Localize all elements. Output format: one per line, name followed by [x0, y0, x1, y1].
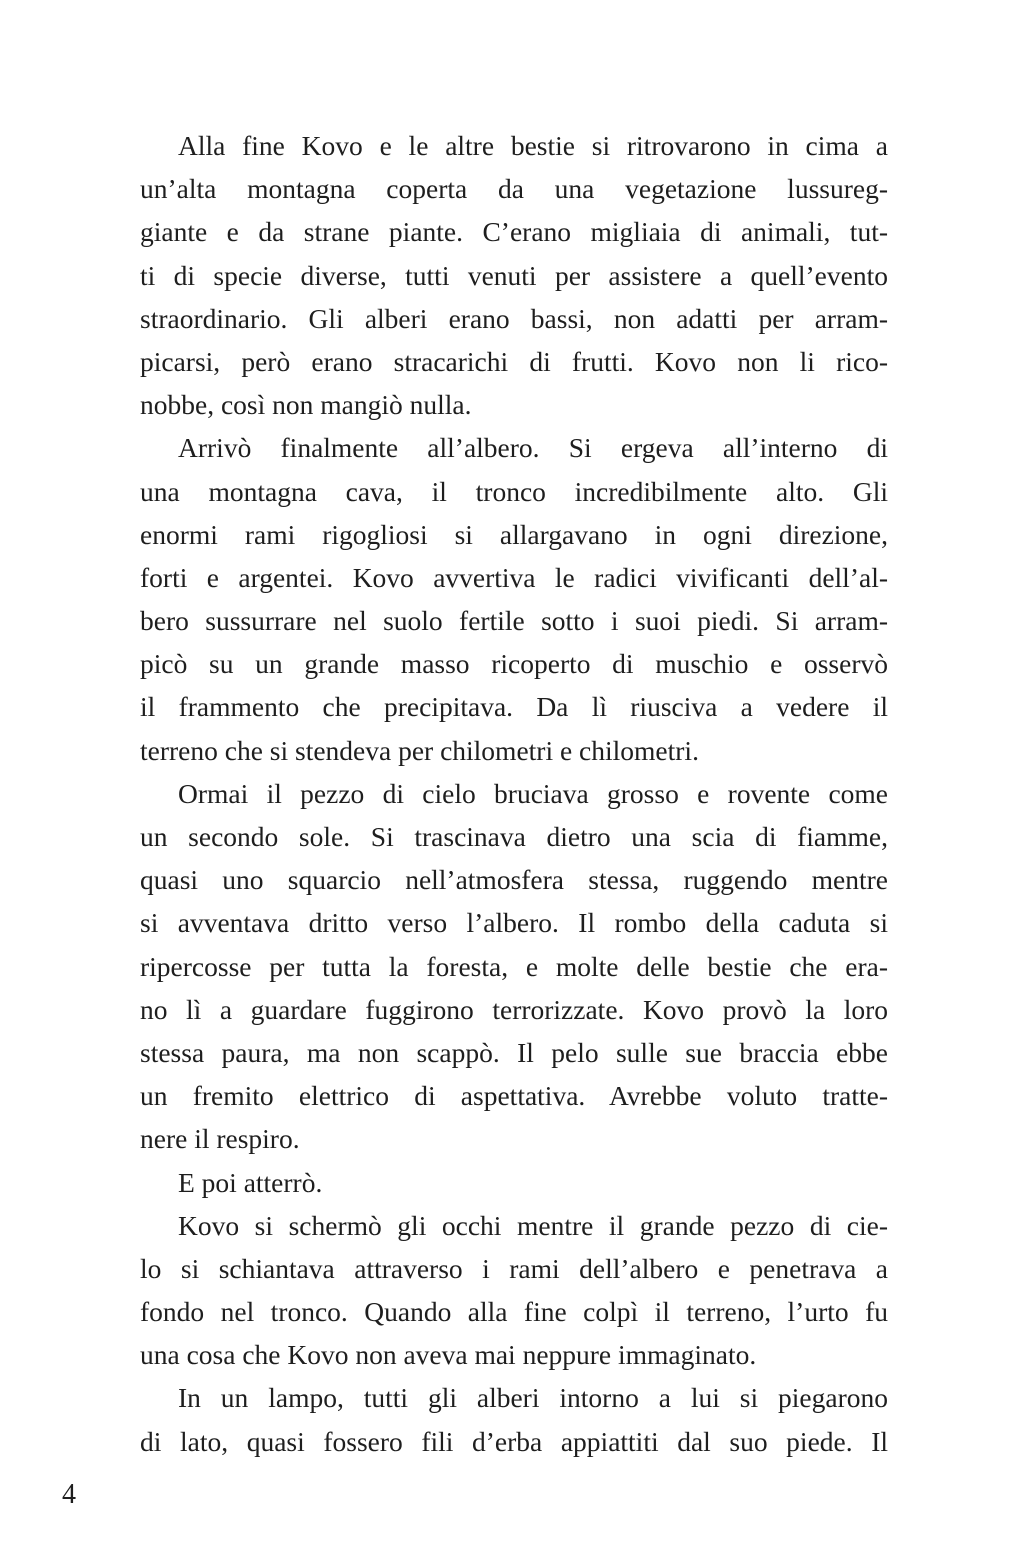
text-line: lo si schiantava attraverso i rami dell’albero e penetrava a [140, 1252, 888, 1284]
text-line: un fremito elettrico di aspettativa. Avrebbe voluto tratte- [140, 1080, 888, 1112]
text-line: terreno che si stendeva per chilometri e chilometri. [140, 734, 699, 766]
text-line: stessa paura, ma non scappò. Il pelo sulle sue braccia ebbe [140, 1036, 888, 1068]
text-line: Arrivò finalmente all’albero. Si ergeva all’interno di [178, 432, 888, 464]
text-line: Alla fine Kovo e le altre bestie si ritrovarono in cima a [178, 130, 888, 161]
page-number: 4 [62, 1479, 76, 1510]
paragraph [140, 1204, 888, 1377]
text-line: una montagna cava, il tronco incredibilmente alto. Gli [140, 475, 888, 507]
text-line: picarsi, però erano stracarichi di frutti. Kovo non li rico- [140, 345, 888, 377]
text-line: E poi atterrò. [178, 1166, 323, 1198]
text-line: ti di specie diverse, tutti venuti per assistere a quell’evento [140, 259, 888, 291]
paragraph [140, 426, 888, 772]
body-text [140, 124, 888, 1463]
text-line: nere il respiro. [140, 1123, 300, 1155]
text-line: In un lampo, tutti gli alberi intorno a lui si piegarono [178, 1382, 888, 1414]
text-line: un’alta montagna coperta da una vegetazione lussureg- [140, 173, 888, 205]
text-line: forti e argentei. Kovo avvertiva le radici vivificanti dell’al- [140, 561, 888, 593]
text-line: Kovo si schermò gli occhi mentre il grande pezzo di cie- [178, 1209, 888, 1241]
text-line: ripercosse per tutta la foresta, e molte delle bestie che era- [140, 950, 888, 982]
paragraph [140, 1376, 888, 1462]
text-line: di lato, quasi fossero fili d’erba appiattiti dal suo piede. Il [140, 1425, 888, 1457]
text-line: una cosa che Kovo non aveva mai neppure immaginato. [140, 1339, 757, 1371]
text-line: bero sussurrare nel suolo fertile sotto i suoi piedi. Si arram- [140, 605, 888, 637]
text-line: enormi rami rigogliosi si allargavano in ogni direzione, [140, 518, 888, 550]
text-line: quasi uno squarcio nell’atmosfera stessa, ruggendo mentre [140, 864, 888, 896]
text-line: Ormai il pezzo di cielo bruciava grosso e rovente come [178, 777, 888, 809]
text-line: no lì a guardare fuggirono terrorizzate. Kovo provò la loro [140, 993, 888, 1025]
paragraph [140, 1161, 888, 1204]
text-line: picò su un grande masso ricoperto di muschio e osservò [140, 648, 888, 680]
text-line: straordinario. Gli alberi erano bassi, non adatti per arram- [140, 302, 888, 334]
text-line: un secondo sole. Si trascinava dietro una scia di fiamme, [140, 821, 888, 852]
paragraph [140, 772, 888, 1161]
text-line: giante e da strane piante. C’erano migliaia di animali, tut- [140, 216, 888, 248]
text-line: il frammento che precipitava. Da lì riusciva a vedere il [140, 691, 888, 723]
paragraph [140, 124, 888, 426]
text-line: fondo nel tronco. Quando alla fine colpì il terreno, l’urto fu [140, 1296, 888, 1328]
text-line: nobbe, così non mangiò nulla. [140, 389, 472, 421]
text-line: si avventava dritto verso l’albero. Il rombo della caduta si [140, 907, 888, 939]
